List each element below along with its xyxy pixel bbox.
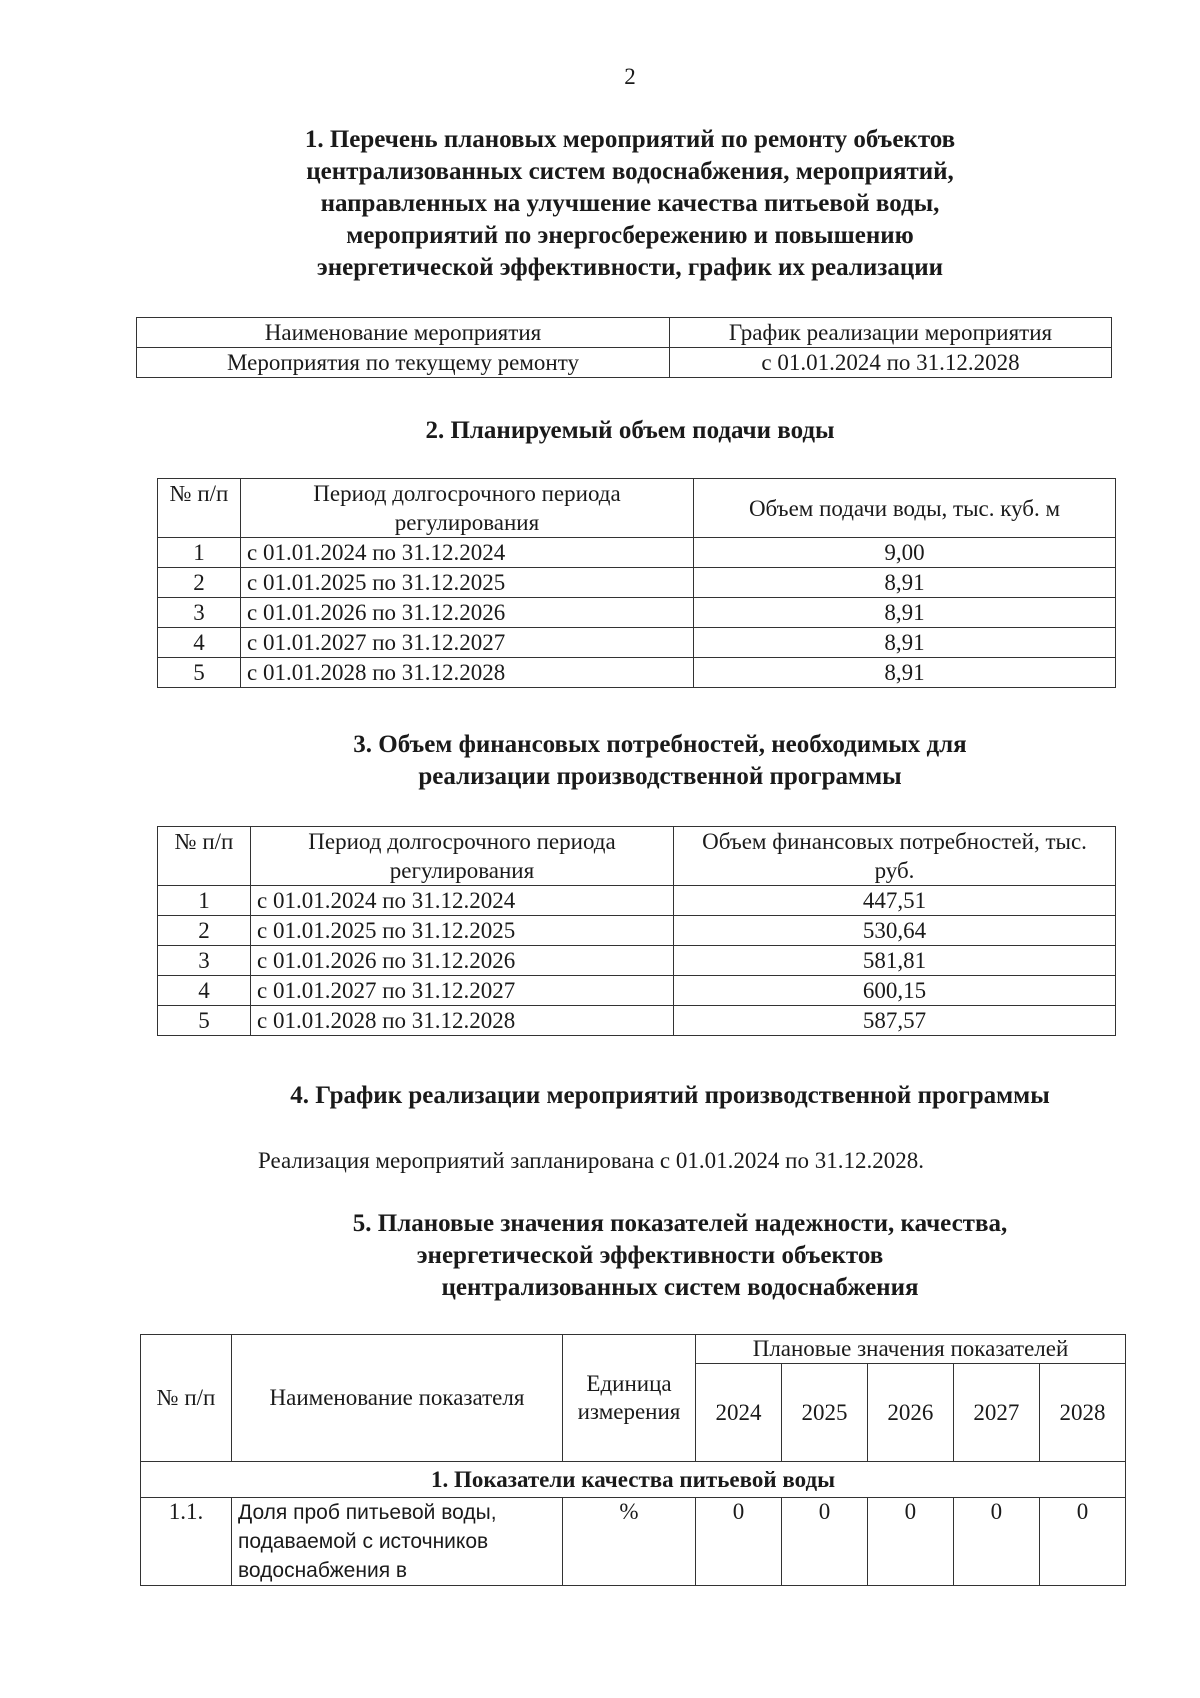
table-row: [141, 1498, 1126, 1586]
row-num: 4: [158, 976, 251, 1006]
section1-title-line: энергетической эффективности, график их реализации: [316, 254, 944, 281]
table-row: [158, 886, 1116, 916]
header-schedule: График реализации мероприятия: [670, 318, 1112, 348]
section5-title-line: 5. Плановые значения показателей надежности, качества,: [352, 1210, 1008, 1237]
row-num: 1.1.: [141, 1498, 232, 1586]
row-volume: 8,91: [694, 658, 1116, 688]
header-finance: Объем финансовых потребностей, тыс. руб.: [674, 827, 1116, 886]
section3-title-line: 3. Объем финансовых потребностей, необходимых для: [353, 731, 967, 758]
row-finance: 587,57: [674, 1006, 1116, 1036]
table-row: [158, 1006, 1116, 1036]
table-row: [158, 568, 1116, 598]
section5-title-line: энергетической эффективности объектов: [416, 1242, 884, 1269]
row-num: 2: [158, 568, 241, 598]
section1-title-line: централизованных систем водоснабжения, мероприятий,: [306, 158, 954, 185]
row-num: 4: [158, 628, 241, 658]
table-header-row: [158, 479, 1116, 538]
row-value: 0: [1039, 1498, 1125, 1586]
header-volume: Объем подачи воды, тыс. куб. м: [694, 479, 1116, 538]
row-volume: 9,00: [694, 538, 1116, 568]
section1-title: [230, 124, 1030, 284]
section1-title-line: направленных на улучшение качества питьевой воды,: [320, 190, 940, 217]
row-value: 0: [953, 1498, 1039, 1586]
row-volume: 8,91: [694, 598, 1116, 628]
row-period: с 01.01.2027 по 31.12.2027: [241, 628, 694, 658]
header-activity-name: Наименование мероприятия: [137, 318, 670, 348]
section5-title-line: централизованных систем водоснабжения: [441, 1274, 919, 1301]
table-header-row: [137, 318, 1112, 348]
row-num: 3: [158, 598, 241, 628]
section3-title: [300, 729, 1020, 793]
page-number: 2: [624, 64, 636, 89]
row-num: 2: [158, 916, 251, 946]
header-year: 2025: [781, 1364, 867, 1462]
header-num: № п/п: [141, 1335, 232, 1462]
row-period: с 01.01.2025 по 31.12.2025: [241, 568, 694, 598]
indicators-table: [140, 1334, 1126, 1586]
row-period: с 01.01.2024 по 31.12.2024: [241, 538, 694, 568]
section2-title-text: 2. Планируемый объем подачи воды: [425, 417, 835, 444]
row-unit: %: [563, 1498, 696, 1586]
row-value: 0: [781, 1498, 867, 1586]
table-row: [137, 348, 1112, 378]
row-num: 1: [158, 538, 241, 568]
table-header-row: [158, 827, 1116, 886]
table-row: [158, 538, 1116, 568]
category-row: [141, 1462, 1126, 1498]
header-unit: Единица измерения: [563, 1335, 696, 1462]
table-row: [158, 598, 1116, 628]
row-num: 3: [158, 946, 251, 976]
section3-title-line: реализации производственной программы: [418, 763, 902, 790]
row-volume: 8,91: [694, 568, 1116, 598]
section1-title-line: мероприятий по энергосбережению и повышению: [346, 222, 914, 249]
header-year: 2028: [1039, 1364, 1125, 1462]
row-num: 1: [158, 886, 251, 916]
header-year: 2024: [696, 1364, 782, 1462]
table-row: [158, 946, 1116, 976]
row-period: с 01.01.2027 по 31.12.2027: [251, 976, 674, 1006]
activity-schedule: с 01.01.2024 по 31.12.2028: [670, 348, 1112, 378]
header-year: 2027: [953, 1364, 1039, 1462]
row-finance: 447,51: [674, 886, 1116, 916]
header-period: Период долгосрочного периода регулирования: [241, 479, 694, 538]
header-indicator-name: Наименование показателя: [232, 1335, 563, 1462]
row-finance: 530,64: [674, 916, 1116, 946]
activities-table: [136, 317, 1112, 378]
section1-title-line: 1. Перечень плановых мероприятий по ремонту объектов: [304, 126, 956, 153]
row-period: с 01.01.2024 по 31.12.2024: [251, 886, 674, 916]
table-row: [158, 916, 1116, 946]
row-period: с 01.01.2028 по 31.12.2028: [241, 658, 694, 688]
row-period: с 01.01.2026 по 31.12.2026: [251, 946, 674, 976]
table-row: [158, 658, 1116, 688]
row-period: с 01.01.2026 по 31.12.2026: [241, 598, 694, 628]
header-num: № п/п: [158, 827, 251, 886]
table-header-row: [141, 1335, 1126, 1364]
header-year: 2026: [867, 1364, 953, 1462]
table-row: [158, 628, 1116, 658]
section4-title-text: 4. График реализации мероприятий производственной программы: [290, 1082, 1050, 1109]
header-num: № п/п: [158, 479, 241, 538]
header-period: Период долгосрочного периода регулирования: [251, 827, 674, 886]
table-row: [158, 976, 1116, 1006]
section4-title: [230, 1080, 1110, 1112]
category-title: 1. Показатели качества питьевой воды: [141, 1462, 1126, 1498]
row-period: с 01.01.2028 по 31.12.2028: [251, 1006, 674, 1036]
section5-title: [300, 1208, 1060, 1304]
section2-title: [300, 415, 960, 447]
section4-text: Реализация мероприятий запланирована с 01.01.2024 по 31.12.2028.: [258, 1148, 924, 1173]
row-value: 0: [696, 1498, 782, 1586]
row-num: 5: [158, 1006, 251, 1036]
water-supply-table: [157, 478, 1116, 688]
row-value: 0: [867, 1498, 953, 1586]
row-finance: 581,81: [674, 946, 1116, 976]
row-num: 5: [158, 658, 241, 688]
financial-needs-table: [157, 826, 1116, 1036]
activity-name: Мероприятия по текущему ремонту: [137, 348, 670, 378]
row-indicator-name: Доля проб питьевой воды, подаваемой с источников водоснабжения в: [232, 1498, 563, 1586]
row-period: с 01.01.2025 по 31.12.2025: [251, 916, 674, 946]
row-volume: 8,91: [694, 628, 1116, 658]
row-finance: 600,15: [674, 976, 1116, 1006]
header-planned-values: Плановые значения показателей: [696, 1335, 1126, 1364]
